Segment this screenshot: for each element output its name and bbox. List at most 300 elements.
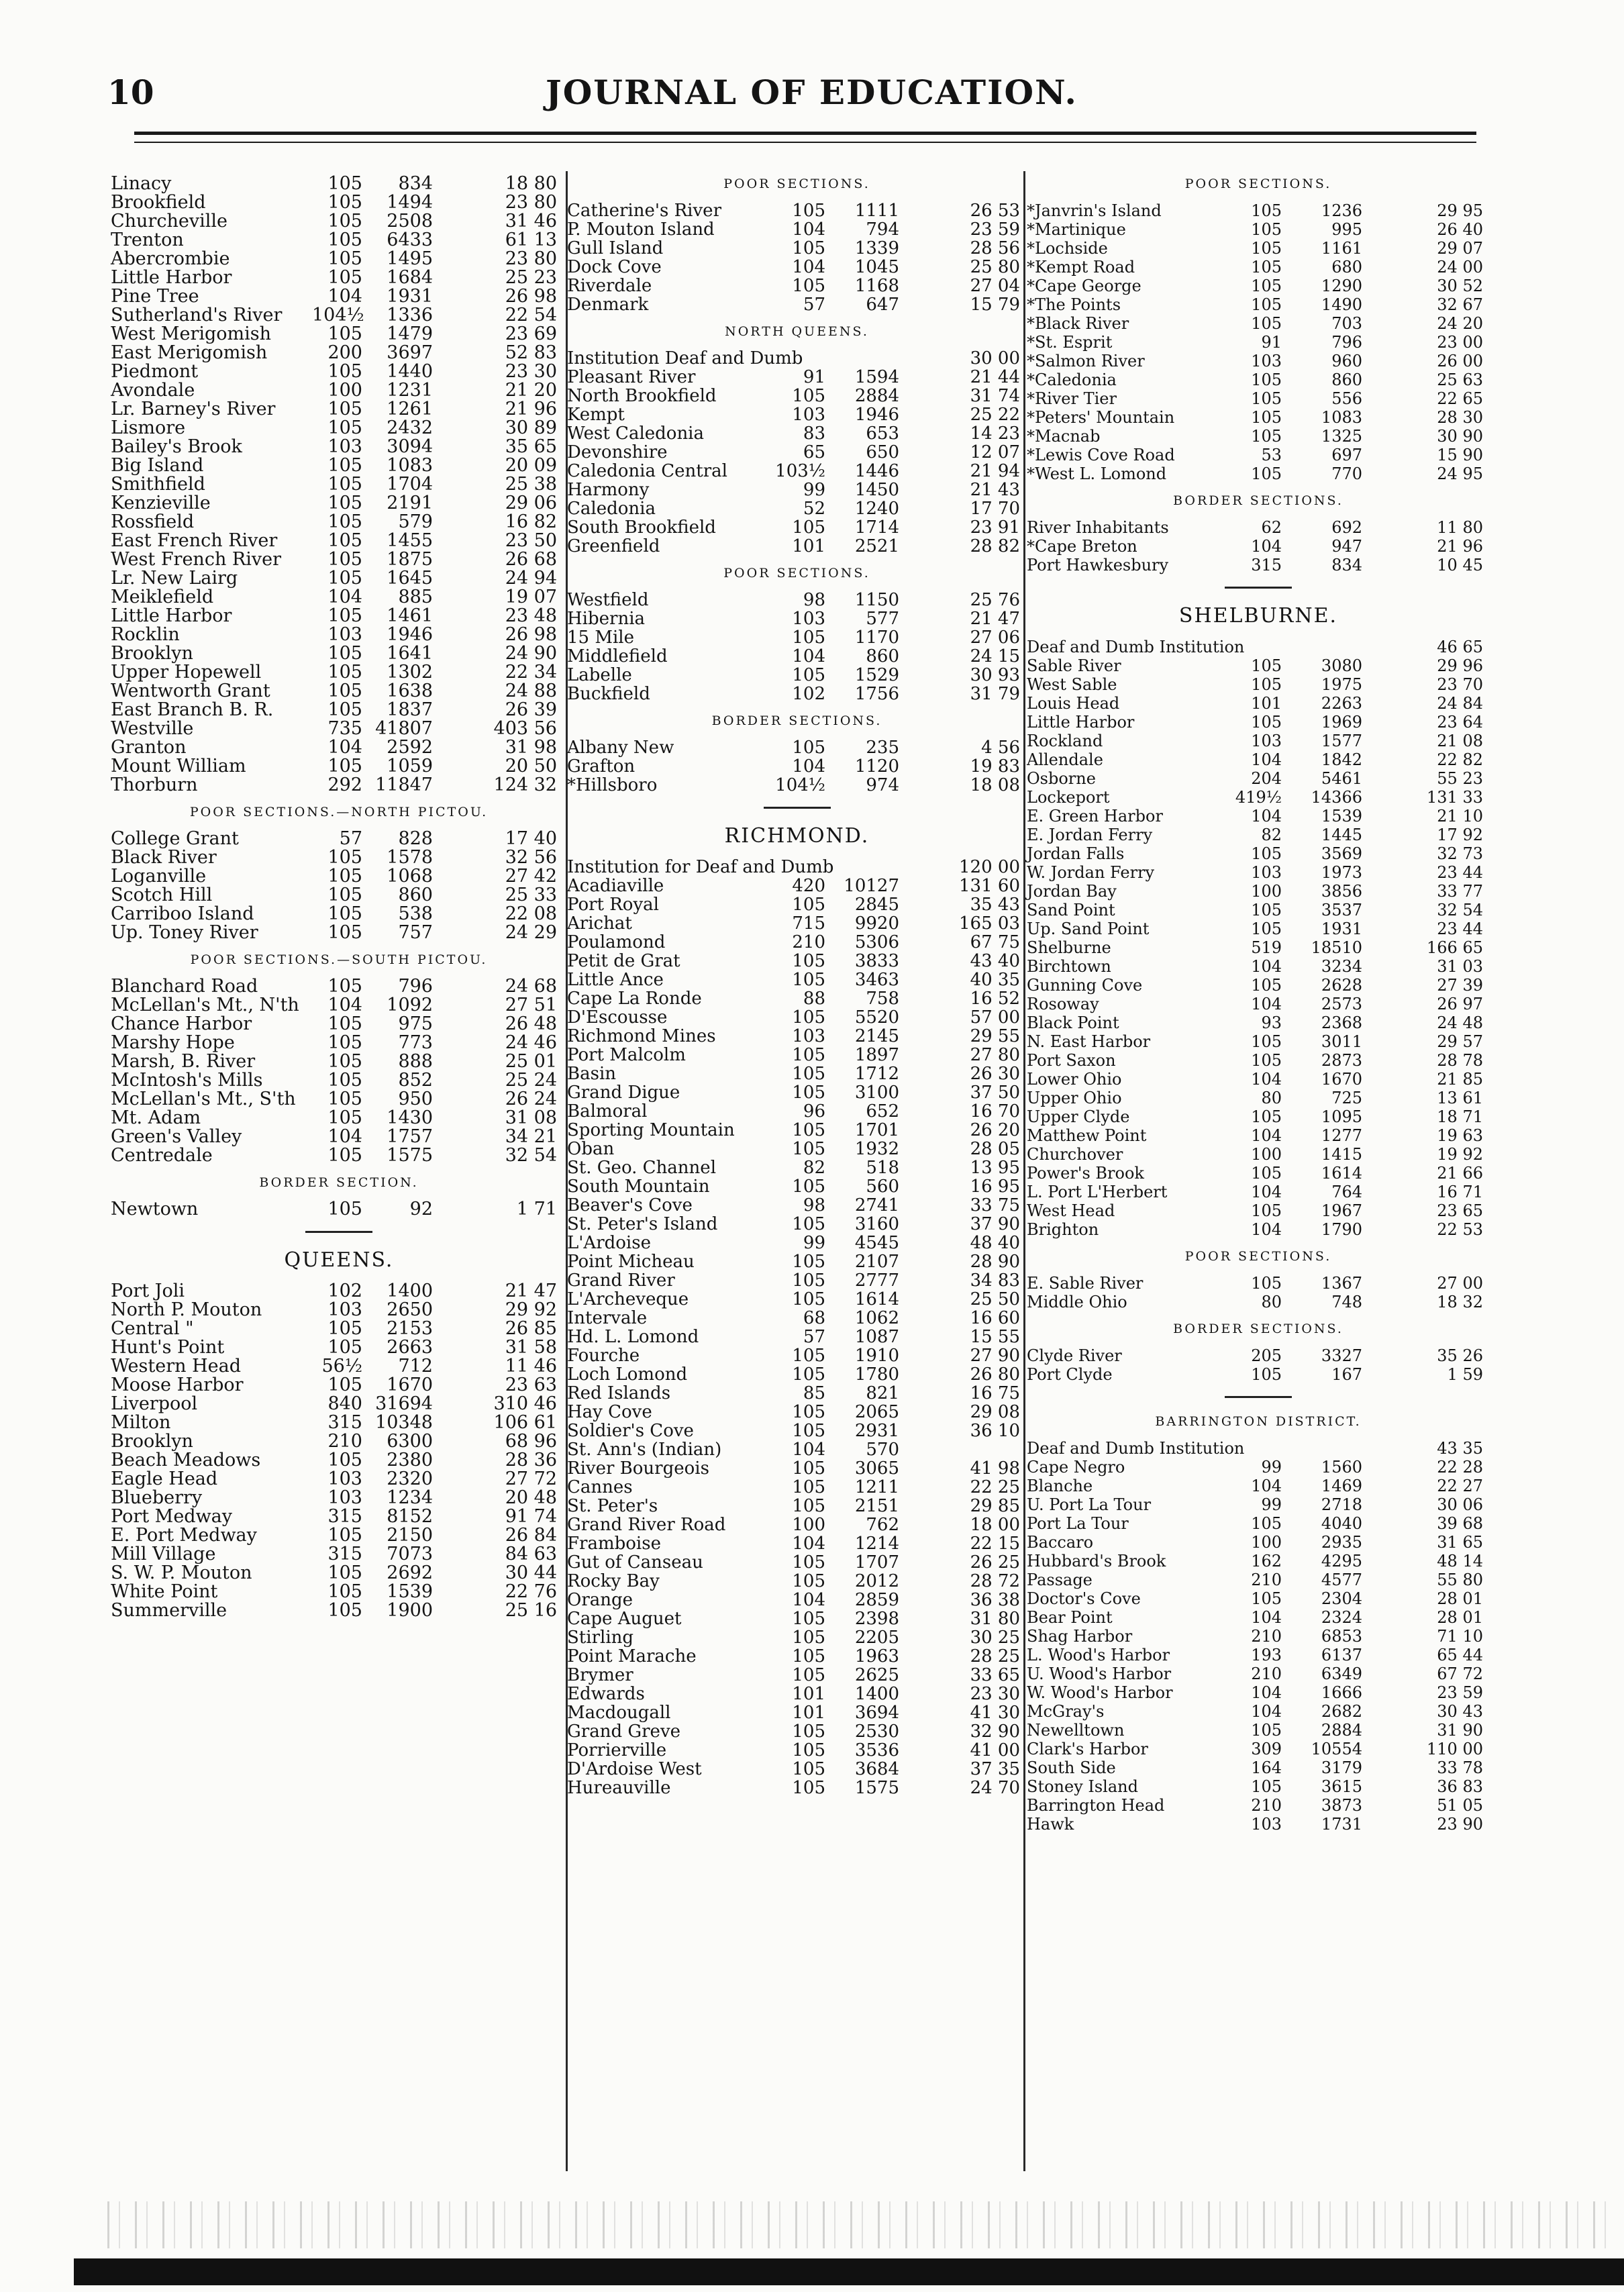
section-name: Mt. Adam bbox=[111, 1107, 201, 1128]
table-row bbox=[1027, 1552, 1490, 1571]
attendance-value: 1967 bbox=[1321, 1201, 1362, 1220]
attendance-value: 1277 bbox=[1321, 1126, 1362, 1145]
days-value: 57 bbox=[339, 828, 362, 849]
table-row bbox=[567, 1102, 1027, 1121]
grant-amount: 25 33 bbox=[505, 885, 557, 905]
section-name: Point Micheau bbox=[567, 1252, 695, 1272]
table-row bbox=[567, 1609, 1027, 1628]
days-value: 840 bbox=[327, 1393, 362, 1414]
section-name: West French River bbox=[111, 549, 282, 570]
days-value: 91 bbox=[1261, 333, 1282, 352]
section-name: L. Wood's Harbor bbox=[1027, 1646, 1170, 1664]
row-spacer bbox=[1027, 1239, 1490, 1247]
grant-amount: 19 07 bbox=[505, 587, 557, 607]
section-name: Trenton bbox=[111, 230, 184, 250]
attendance-value: 3833 bbox=[854, 951, 899, 971]
days-value: 103 bbox=[1251, 732, 1282, 750]
days-value: 100 bbox=[1251, 1145, 1282, 1164]
grant-amount: 24 84 bbox=[1437, 694, 1483, 713]
table-row bbox=[111, 1090, 567, 1109]
section-name: Port Malcolm bbox=[567, 1045, 686, 1065]
section-name: Brymer bbox=[567, 1665, 633, 1685]
table-row bbox=[111, 1034, 567, 1052]
section-name: Intervale bbox=[567, 1308, 648, 1328]
grant-amount: 26 68 bbox=[505, 549, 557, 570]
days-value: 104 bbox=[327, 587, 362, 607]
table-row bbox=[567, 970, 1027, 989]
grant-amount: 11 46 bbox=[505, 1356, 557, 1377]
table-row bbox=[111, 1395, 567, 1413]
days-value: 82 bbox=[803, 1158, 825, 1178]
grant-amount: 27 39 bbox=[1437, 976, 1483, 995]
section-name: Sand Point bbox=[1027, 901, 1115, 919]
section-name: Devonshire bbox=[567, 442, 668, 462]
grant-amount: 18 80 bbox=[505, 173, 557, 194]
table-row bbox=[1027, 1126, 1490, 1145]
table-row bbox=[1027, 1070, 1490, 1089]
table-row bbox=[567, 1741, 1027, 1760]
days-value: 105 bbox=[1251, 201, 1282, 220]
attendance-value: 1645 bbox=[387, 568, 433, 589]
days-value: 315 bbox=[327, 1506, 362, 1527]
section-name: Centredale bbox=[111, 1145, 213, 1166]
table-row bbox=[567, 666, 1027, 685]
attendance-value: 3100 bbox=[854, 1083, 899, 1103]
attendance-value: 1367 bbox=[1321, 1274, 1362, 1293]
days-value: 105 bbox=[327, 885, 362, 905]
section-name: River Inhabitants bbox=[1027, 518, 1169, 537]
grant-amount: 23 00 bbox=[1437, 333, 1483, 352]
attendance-value: 3697 bbox=[387, 342, 433, 363]
table-row bbox=[567, 1365, 1027, 1384]
days-value: 105 bbox=[327, 699, 362, 720]
grant-amount: 28 05 bbox=[970, 1139, 1020, 1159]
days-value: 105 bbox=[1251, 1777, 1282, 1796]
days-value: 105 bbox=[327, 192, 362, 213]
section-name: Riverdale bbox=[567, 276, 652, 296]
days-value: 103 bbox=[1251, 352, 1282, 370]
grant-amount: 26 80 bbox=[970, 1364, 1020, 1385]
days-value: 82 bbox=[1261, 826, 1282, 844]
table-row bbox=[1027, 1220, 1490, 1239]
days-value: 105 bbox=[1251, 1514, 1282, 1533]
days-value: 210 bbox=[1251, 1796, 1282, 1815]
section-name: Lockeport bbox=[1027, 788, 1110, 807]
table-row bbox=[567, 239, 1027, 258]
section-name: Smithfield bbox=[111, 474, 205, 495]
section-name: Milton bbox=[111, 1412, 171, 1433]
table-row bbox=[1027, 1183, 1490, 1201]
county-heading: SHELBURNE. bbox=[1178, 604, 1338, 628]
days-value: 105 bbox=[327, 1337, 362, 1358]
section-name: Port Hawkesbury bbox=[1027, 556, 1169, 575]
days-value: 309 bbox=[1251, 1740, 1282, 1758]
table-row bbox=[1027, 694, 1490, 713]
attendance-value: 1837 bbox=[387, 699, 433, 720]
attendance-value: 1842 bbox=[1321, 750, 1362, 769]
row-spacer bbox=[111, 795, 567, 803]
section-name: Caledonia bbox=[567, 499, 656, 519]
section-name: Port Clyde bbox=[1027, 1365, 1113, 1384]
attendance-value: 6300 bbox=[387, 1431, 433, 1452]
days-value: 91 bbox=[803, 367, 825, 387]
grant-amount: 21 47 bbox=[505, 1281, 557, 1301]
section-name: 15 Mile bbox=[567, 628, 634, 648]
table-row bbox=[1027, 713, 1490, 732]
attendance-value: 1790 bbox=[1321, 1220, 1362, 1239]
section-name: Scotch Hill bbox=[111, 885, 213, 905]
table-row bbox=[111, 1470, 567, 1489]
grant-amount: 30 93 bbox=[970, 665, 1020, 685]
section-name: Soldier's Cove bbox=[567, 1421, 694, 1441]
section-name: Brooklyn bbox=[111, 643, 193, 664]
section-name: North P. Mouton bbox=[111, 1299, 262, 1320]
grant-amount: 18 71 bbox=[1437, 1107, 1483, 1126]
days-value: 105 bbox=[327, 1581, 362, 1602]
table-row bbox=[567, 1271, 1027, 1290]
attendance-value: 1973 bbox=[1321, 863, 1362, 882]
grant-amount: 18 08 bbox=[970, 775, 1020, 795]
table-row bbox=[111, 701, 567, 719]
attendance-value: 764 bbox=[1331, 1183, 1362, 1201]
days-value: 164 bbox=[1251, 1758, 1282, 1777]
section-name: Hawk bbox=[1027, 1815, 1074, 1834]
attendance-value: 1400 bbox=[854, 1684, 899, 1704]
table-row bbox=[111, 212, 567, 231]
grant-amount: 131 33 bbox=[1427, 788, 1483, 807]
attendance-value: 1231 bbox=[387, 380, 433, 401]
attendance-value: 888 bbox=[398, 1051, 433, 1072]
days-value: 104 bbox=[1251, 1608, 1282, 1627]
attendance-value: 1780 bbox=[854, 1364, 899, 1385]
section-name: Hay Cove bbox=[567, 1402, 652, 1422]
days-value: 105 bbox=[792, 1064, 825, 1084]
attendance-value: 2628 bbox=[1321, 976, 1362, 995]
table-row bbox=[1027, 1013, 1490, 1032]
table-row bbox=[567, 387, 1027, 405]
section-name: Newtown bbox=[111, 1199, 199, 1219]
section-name: Abercrombie bbox=[111, 248, 230, 269]
attendance-value: 2741 bbox=[854, 1195, 899, 1215]
journal-title: JOURNAL OF EDUCATION. bbox=[546, 72, 1078, 112]
section-heading: NORTH QUEENS. bbox=[725, 324, 869, 339]
table-row bbox=[567, 895, 1027, 914]
grant-amount: 21 43 bbox=[970, 480, 1020, 500]
section-name: Western Head bbox=[111, 1356, 241, 1377]
table-row bbox=[111, 905, 567, 924]
days-value: 104 bbox=[1251, 995, 1282, 1013]
days-value: 105 bbox=[327, 361, 362, 382]
attendance-value: 1614 bbox=[1321, 1164, 1362, 1183]
section-name: Marshy Hope bbox=[111, 1032, 235, 1053]
grant-amount: 29 07 bbox=[1437, 239, 1483, 258]
grant-amount: 22 27 bbox=[1437, 1477, 1483, 1495]
grant-amount: 26 53 bbox=[970, 201, 1020, 221]
section-name: Newelltown bbox=[1027, 1721, 1125, 1740]
attendance-value: 2884 bbox=[854, 386, 899, 406]
table-row bbox=[567, 1252, 1027, 1271]
grant-amount: 30 06 bbox=[1437, 1495, 1483, 1514]
row-spacer bbox=[1027, 595, 1490, 603]
grant-amount: 16 60 bbox=[970, 1308, 1020, 1328]
grant-amount: 29 57 bbox=[1437, 1032, 1483, 1051]
section-name: Wentworth Grant bbox=[111, 681, 270, 701]
attendance-value: 1757 bbox=[387, 1126, 433, 1147]
table-row bbox=[1027, 1627, 1490, 1646]
days-value: 105 bbox=[792, 1740, 825, 1760]
grant-amount: 37 50 bbox=[970, 1083, 1020, 1103]
days-value: 103 bbox=[327, 624, 362, 645]
grant-amount: 28 90 bbox=[970, 1252, 1020, 1272]
attendance-value: 3463 bbox=[854, 970, 899, 990]
section-name: South Mountain bbox=[567, 1177, 710, 1197]
days-value: 105 bbox=[327, 173, 362, 194]
days-value: 420 bbox=[792, 876, 825, 896]
attendance-value: 652 bbox=[866, 1101, 899, 1122]
table-row bbox=[567, 443, 1027, 462]
grant-amount: 65 44 bbox=[1437, 1646, 1483, 1664]
table-row bbox=[1027, 389, 1490, 408]
grant-amount: 16 82 bbox=[505, 511, 557, 532]
section-name: Passage bbox=[1027, 1571, 1093, 1589]
section-name: Sutherland's River bbox=[111, 305, 283, 326]
section-name: Beaver's Cove bbox=[567, 1195, 693, 1215]
table-row bbox=[567, 201, 1027, 220]
attendance-value: 560 bbox=[866, 1177, 899, 1197]
table-row bbox=[1027, 1051, 1490, 1070]
attendance-value: 1068 bbox=[387, 866, 433, 887]
section-name: Baccaro bbox=[1027, 1533, 1094, 1552]
table-row bbox=[111, 287, 567, 306]
grant-amount: 17 70 bbox=[970, 499, 1020, 519]
grant-amount: 165 03 bbox=[959, 913, 1020, 934]
grant-amount: 28 72 bbox=[970, 1571, 1020, 1591]
table-row bbox=[567, 1497, 1027, 1515]
table-row bbox=[111, 532, 567, 550]
attendance-value: 1963 bbox=[854, 1646, 899, 1666]
days-value: 104 bbox=[792, 1590, 825, 1610]
attendance-value: 975 bbox=[398, 1013, 433, 1034]
days-value: 105 bbox=[1251, 675, 1282, 694]
table-row bbox=[111, 996, 567, 1015]
attendance-value: 757 bbox=[398, 922, 433, 943]
days-value: 105 bbox=[792, 1177, 825, 1197]
table-row bbox=[111, 1545, 567, 1564]
table-row bbox=[567, 1572, 1027, 1591]
section-name: *Lewis Cove Road bbox=[1027, 446, 1175, 464]
days-value: 80 bbox=[1261, 1293, 1282, 1311]
attendance-value: 3536 bbox=[854, 1740, 899, 1760]
attendance-value: 1900 bbox=[387, 1600, 433, 1621]
days-value: 210 bbox=[1251, 1571, 1282, 1589]
attendance-value: 2151 bbox=[854, 1496, 899, 1516]
days-value: 56½ bbox=[321, 1356, 362, 1377]
attendance-value: 960 bbox=[1331, 352, 1362, 370]
section-name: East French River bbox=[111, 530, 278, 551]
table-row bbox=[111, 588, 567, 607]
grant-amount: 23 50 bbox=[505, 530, 557, 551]
section-name: St. Peter's bbox=[567, 1496, 658, 1516]
grant-amount: 32 67 bbox=[1437, 295, 1483, 314]
section-name: Little Harbor bbox=[1027, 713, 1135, 732]
table-row bbox=[111, 644, 567, 663]
section-rule bbox=[1027, 1396, 1490, 1404]
section-name: Birchtown bbox=[1027, 957, 1111, 976]
attendance-value: 10127 bbox=[844, 876, 899, 896]
table-row bbox=[567, 1346, 1027, 1365]
days-value: 104 bbox=[1251, 1220, 1282, 1239]
grant-amount: 23 80 bbox=[505, 248, 557, 269]
section-name: South Brookfield bbox=[567, 517, 716, 538]
grant-amount: 22 76 bbox=[505, 1581, 557, 1602]
section-name: Cannes bbox=[567, 1477, 633, 1497]
days-value: 104 bbox=[792, 219, 825, 240]
section-name: L'Archeveque bbox=[567, 1289, 689, 1309]
section-name: Petit de Grat bbox=[567, 951, 680, 971]
attendance-value: 3094 bbox=[387, 436, 433, 457]
row-spacer bbox=[567, 815, 1027, 823]
table-row bbox=[567, 609, 1027, 628]
table-row bbox=[1027, 750, 1490, 769]
row-spacer bbox=[1027, 1431, 1490, 1439]
grant-amount: 23 64 bbox=[1437, 713, 1483, 732]
section-name: River Bourgeois bbox=[567, 1458, 709, 1479]
grant-amount: 20 48 bbox=[505, 1487, 557, 1508]
attendance-value: 2304 bbox=[1321, 1589, 1362, 1608]
grant-amount: 21 10 bbox=[1437, 807, 1483, 826]
row-spacer bbox=[1027, 510, 1490, 518]
section-name: Gut of Canseau bbox=[567, 1552, 703, 1573]
section-name: E. Green Harbor bbox=[1027, 807, 1163, 826]
table-row bbox=[111, 1109, 567, 1128]
days-value: 105 bbox=[327, 1089, 362, 1109]
grant-amount: 26 84 bbox=[505, 1525, 557, 1546]
table-row bbox=[567, 1722, 1027, 1741]
section-name: Arichat bbox=[567, 913, 632, 934]
grant-amount: 32 56 bbox=[505, 847, 557, 868]
section-name: Matthew Point bbox=[1027, 1126, 1147, 1145]
table-row bbox=[1027, 1664, 1490, 1683]
attendance-value: 1575 bbox=[387, 1145, 433, 1166]
attendance-value: 1339 bbox=[854, 238, 899, 258]
days-value: 105 bbox=[792, 970, 825, 990]
days-value: 105 bbox=[792, 895, 825, 915]
table-row bbox=[1027, 537, 1490, 556]
attendance-value: 974 bbox=[866, 775, 899, 795]
table-row bbox=[1027, 295, 1490, 314]
table-row bbox=[1027, 408, 1490, 427]
attendance-value: 1087 bbox=[854, 1327, 899, 1347]
table-row bbox=[567, 1591, 1027, 1609]
section-name: Sporting Mountain bbox=[567, 1120, 735, 1140]
section-name: Jordan Bay bbox=[1027, 882, 1117, 901]
section-name: St. Geo. Channel bbox=[567, 1158, 717, 1178]
days-value: 162 bbox=[1251, 1552, 1282, 1571]
grant-amount: 51 05 bbox=[1437, 1796, 1483, 1815]
header-rule bbox=[134, 132, 1476, 143]
grant-amount: 23 30 bbox=[970, 1684, 1020, 1704]
section-name: Green's Valley bbox=[111, 1126, 242, 1147]
section-name: Port Royal bbox=[567, 895, 659, 915]
grant-amount: 55 80 bbox=[1437, 1571, 1483, 1589]
grant-amount: 39 68 bbox=[1437, 1514, 1483, 1533]
table-row bbox=[111, 1200, 567, 1219]
table-row bbox=[567, 952, 1027, 970]
grant-amount: 22 28 bbox=[1437, 1458, 1483, 1477]
attendance-value: 834 bbox=[1331, 556, 1362, 575]
grant-amount: 23 90 bbox=[1437, 1815, 1483, 1834]
section-name: S. W. P. Mouton bbox=[111, 1562, 252, 1583]
days-value: 105 bbox=[792, 1458, 825, 1479]
attendance-value: 1290 bbox=[1321, 277, 1362, 295]
attendance-value: 852 bbox=[398, 1070, 433, 1091]
grant-amount: 24 90 bbox=[505, 643, 557, 664]
grant-amount: 12 07 bbox=[970, 442, 1020, 462]
section-name: McLellan's Mt., S'th bbox=[111, 1089, 296, 1109]
attendance-value: 770 bbox=[1331, 464, 1362, 483]
days-value: 104 bbox=[327, 995, 362, 1015]
attendance-value: 758 bbox=[866, 989, 899, 1009]
days-value: 105 bbox=[1251, 408, 1282, 427]
section-name: D'Escousse bbox=[567, 1007, 668, 1028]
days-value: 104 bbox=[792, 1534, 825, 1554]
table-row bbox=[1027, 732, 1490, 750]
row-spacer bbox=[1027, 630, 1490, 638]
table-row bbox=[111, 1583, 567, 1601]
section-name: Black Point bbox=[1027, 1013, 1119, 1032]
table-row bbox=[1027, 1164, 1490, 1183]
section-name: Hureauville bbox=[567, 1778, 671, 1798]
attendance-value: 2107 bbox=[854, 1252, 899, 1272]
section-name: *St. Esprit bbox=[1027, 333, 1113, 352]
section-name: *Martinique bbox=[1027, 220, 1126, 239]
attendance-value: 2263 bbox=[1321, 694, 1362, 713]
section-name: St. Peter's Island bbox=[567, 1214, 718, 1234]
section-name: North Brookfield bbox=[567, 386, 717, 406]
table-row bbox=[567, 1403, 1027, 1422]
days-value: 105 bbox=[792, 201, 825, 221]
grant-amount: 40 35 bbox=[970, 970, 1020, 990]
column-1 bbox=[111, 175, 567, 1620]
grant-amount: 13 61 bbox=[1437, 1089, 1483, 1107]
days-value: 105 bbox=[792, 238, 825, 258]
table-row bbox=[111, 1357, 567, 1376]
section-name: Porrierville bbox=[567, 1740, 667, 1760]
grant-amount: 27 80 bbox=[970, 1045, 1020, 1065]
attendance-value: 3065 bbox=[854, 1458, 899, 1479]
attendance-value: 1666 bbox=[1321, 1683, 1362, 1702]
grant-amount: 28 01 bbox=[1437, 1608, 1483, 1627]
days-value: 105 bbox=[327, 1145, 362, 1166]
row-spacer bbox=[111, 1239, 567, 1247]
days-value: 105 bbox=[792, 628, 825, 648]
attendance-value: 1325 bbox=[1321, 427, 1362, 446]
grant-amount: 41 98 bbox=[970, 1458, 1020, 1479]
section-name: Rosoway bbox=[1027, 995, 1099, 1013]
table-row bbox=[111, 830, 567, 848]
attendance-value: 2153 bbox=[387, 1318, 433, 1339]
section-name: Loch Lomond bbox=[567, 1364, 688, 1385]
attendance-value: 1400 bbox=[387, 1281, 433, 1301]
days-value: 105 bbox=[327, 1562, 362, 1583]
days-value: 519 bbox=[1251, 938, 1282, 957]
attendance-value: 92 bbox=[409, 1199, 433, 1219]
section-name: Grand Digue bbox=[567, 1083, 680, 1103]
table-row bbox=[111, 1507, 567, 1526]
grant-amount: 19 92 bbox=[1437, 1145, 1483, 1164]
days-value: 105 bbox=[327, 323, 362, 344]
page-number: 10 bbox=[107, 72, 154, 112]
